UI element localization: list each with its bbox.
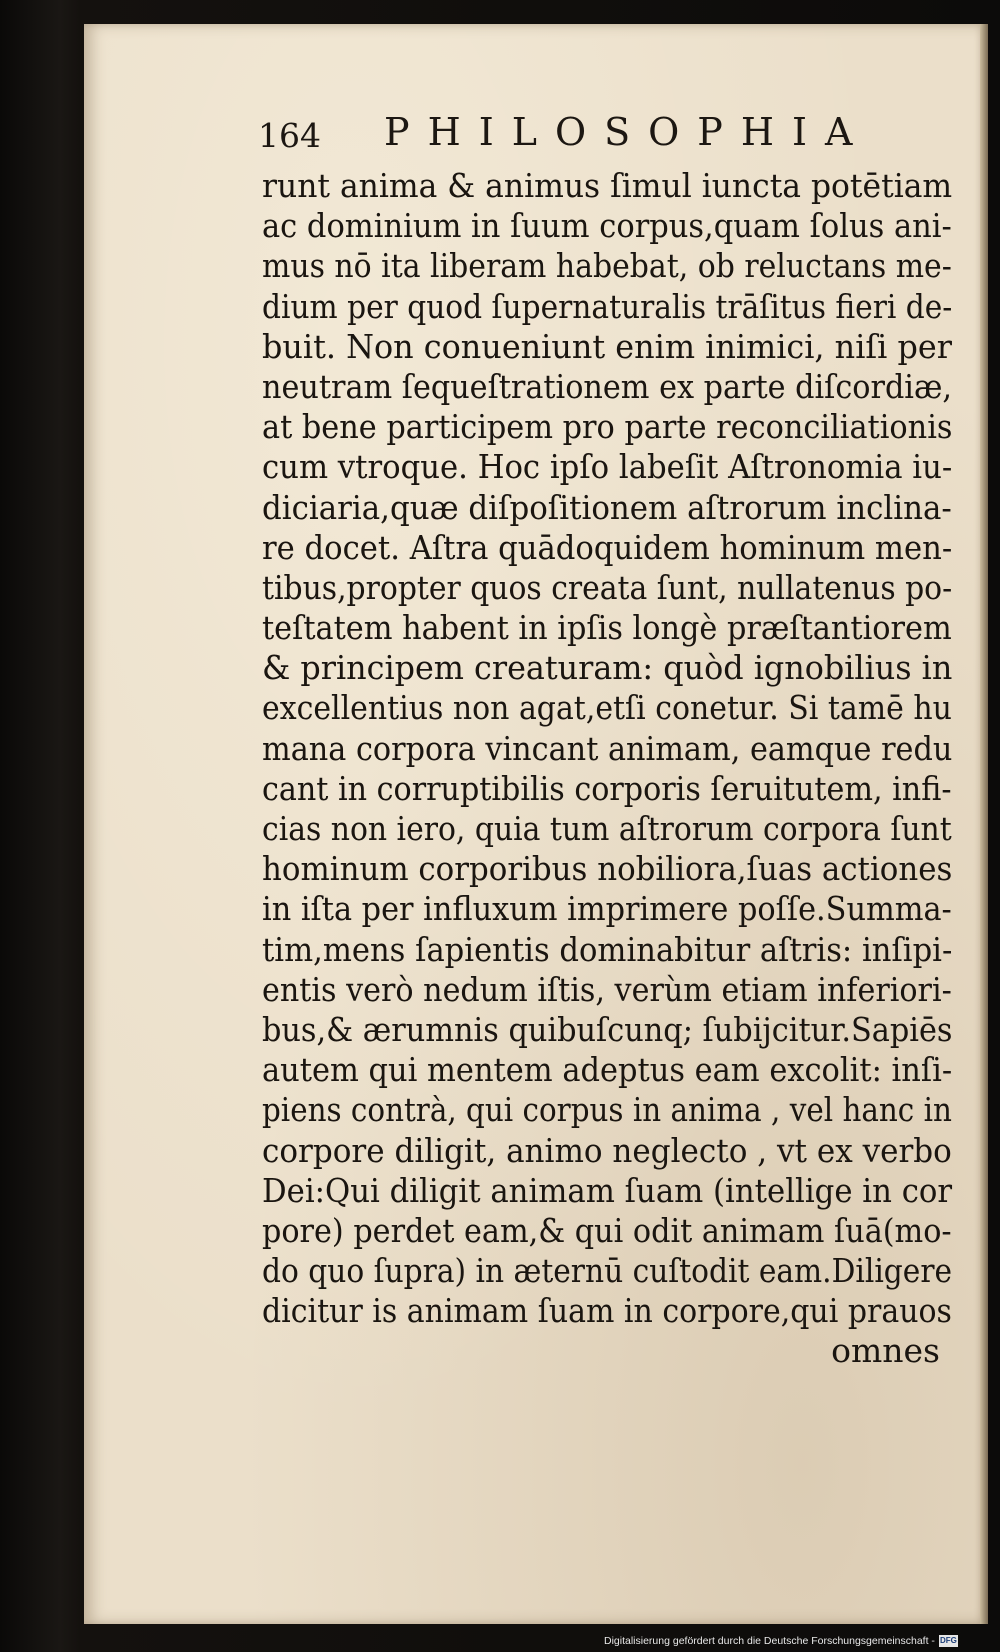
text-line: bus,& ærumnis quibuſcunq; ſubijcitur.Sapiēs (262, 1009, 953, 1049)
text-line: dicitur is animam ſuam in corpore,qui prauos (262, 1291, 952, 1331)
dfg-logo: DFG (939, 1636, 957, 1645)
text-line: mus nō ita liberam habebat, ob reluctans me- (262, 246, 952, 286)
text-line: excellentius non agat,etſi conetur. Si tamē hu (262, 688, 952, 728)
text-line: autem qui mentem adeptus eam excolit: inſi- (262, 1050, 953, 1090)
text-block (262, 166, 952, 1372)
page-number: 164 (258, 116, 321, 155)
text-line: Dei:Qui diligit animam ſuam (intellige in cor (262, 1170, 953, 1210)
text-line: teſtatem habent in ipſis longè præſtantiorem (262, 608, 952, 648)
text-line: cant in corruptibilis corporis ſeruitutem, infi- (262, 768, 952, 808)
text-line: runt anima & animus ſimul iuncta potētiam (262, 166, 953, 205)
credit-text: Digitalisierung gefördert durch die Deutsche Forschungsgemeinschaft - (604, 1635, 935, 1647)
text-line: entis verò nedum iſtis, verùm etiam inferiori- (262, 969, 952, 1009)
page-header (258, 110, 878, 170)
text-line: buit. Non conueniunt enim inimici, niſi per (262, 326, 952, 366)
text-line: neutram ſequeſtrationem ex parte diſcordiæ, (262, 366, 953, 406)
text-line: tim,mens ſapientis dominabitur aſtris: inſipi- (262, 929, 953, 969)
text-line: cias non iero, quia tum aſtrorum corpora ſunt (262, 809, 952, 848)
text-line: tibus,propter quos creata ſunt, nullatenus po- (262, 567, 953, 607)
text-line: & principem creaturam: quòd ignobilius in (262, 648, 953, 688)
catchword: omnes (831, 1331, 940, 1371)
text-line: do quo ſupra) in æternū cuſtodit eam.Diligere (262, 1251, 953, 1291)
text-line: corpore diligit, animo neglecto , vt ex verbo (262, 1130, 952, 1170)
text-line: re docet. Aſtra quādoquidem hominum men- (262, 527, 953, 567)
text-line: pore) perdet eam,& qui odit animam ſuā(mo- (262, 1210, 952, 1250)
running-head: PHILOSOPHIA (384, 110, 871, 154)
text-line: hominum corporibus nobiliora,ſuas actiones (262, 849, 953, 889)
text-line: dium per quod ſupernaturalis trāſitus fieri de- (262, 286, 953, 326)
text-line: in iſta per influxum imprimere poſſe.Summa- (262, 889, 952, 929)
text-line: mana corpora vincant animam, eamque redu (262, 728, 953, 768)
text-line: piens contrà, qui corpus in anima , vel hanc in (262, 1090, 952, 1130)
page-edge (980, 24, 988, 1624)
text-line: ac dominium in ſuum corpus,quam ſolus ani- (262, 206, 952, 246)
text-line: cum vtroque. Hoc ipſo labeſit Aſtronomia iu- (262, 447, 953, 487)
text-line: at bene participem pro parte reconciliationis (262, 407, 953, 447)
digitization-credit (604, 1633, 958, 1649)
text-line: diciaria,quæ diſpoſitionem aſtrorum inclina- (262, 487, 952, 527)
